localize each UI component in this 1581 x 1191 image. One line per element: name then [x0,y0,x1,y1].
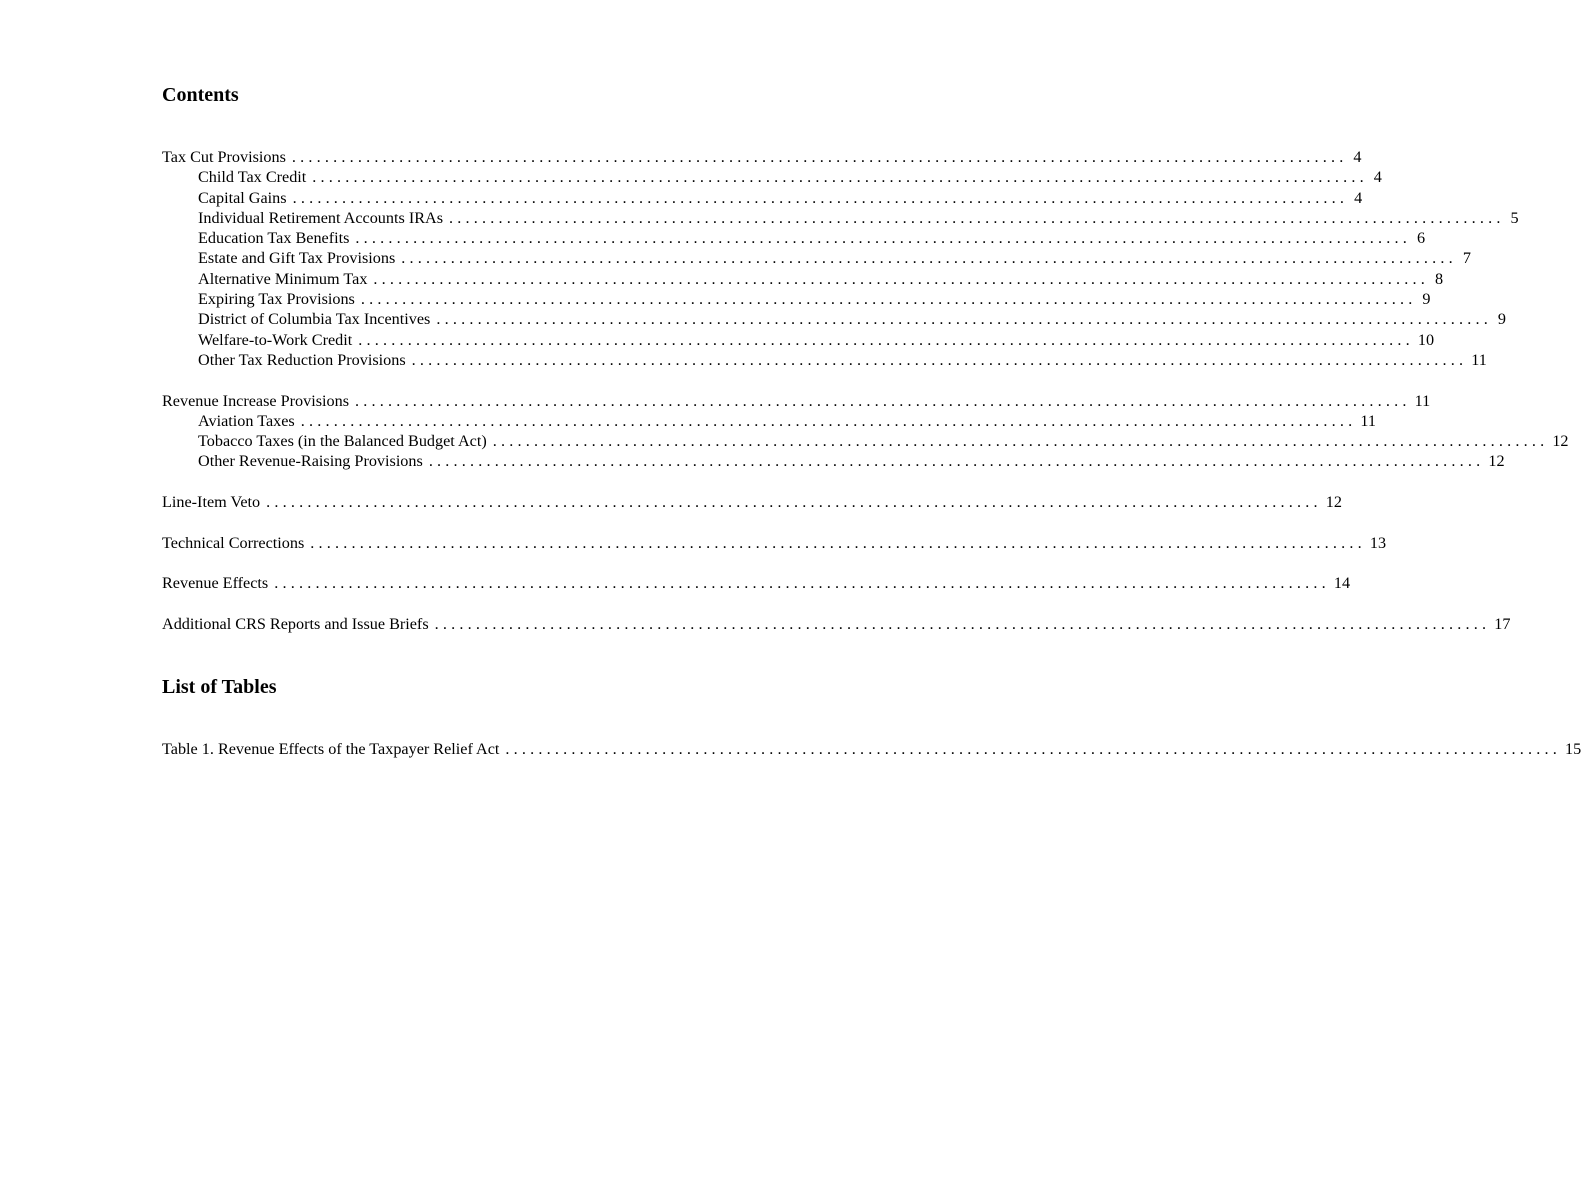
toc-entry-label: Welfare-to-Work Credit [198,330,353,349]
toc-entry-label: Technical Corrections [162,533,305,552]
toc-entry[interactable] [162,208,1519,228]
toc-dot-leader: ................................................................................................................................ [401,249,1457,268]
toc-dot-leader: ................................................................................................................................ [312,168,1368,187]
toc-entry-page-number: 4 [1354,188,1363,207]
toc-entry-page-number: 12 [1325,493,1342,512]
toc-dot-leader: ................................................................................................................................ [355,391,1411,410]
toc-entry-label: Estate and Gift Tax Provisions [198,249,396,268]
toc-entry[interactable] [162,147,1362,167]
toc-entry[interactable] [162,451,1505,471]
toc-entry[interactable] [162,228,1426,248]
toc-entry-label: Other Revenue-Raising Provisions [198,452,423,471]
toc-entry-label: Alternative Minimum Tax [198,269,368,288]
toc-entry-label: District of Columbia Tax Incentives [198,310,431,329]
toc-entry[interactable] [162,411,1376,431]
toc-dot-leader: ................................................................................................................................ [310,533,1366,552]
toc-dot-leader: ................................................................................................................................ [428,452,1485,471]
toc-entry[interactable] [162,614,1511,634]
list-of-tables-heading: List of Tables [162,676,277,698]
toc-dot-leader: ................................................................................................................................ [266,493,1322,512]
contents-list [162,147,1569,634]
toc-entry-page-number: 11 [1360,411,1376,430]
tables-list [162,739,1581,759]
toc-entry-page-number: 13 [1369,533,1387,552]
toc-entry[interactable] [162,248,1471,268]
toc-entry-label: Expiring Tax Provisions [198,290,355,309]
toc-entry[interactable] [162,573,1351,593]
toc-dot-leader: ................................................................................................................................ [436,310,1492,329]
toc-dot-leader: ................................................................................................................................ [300,411,1357,430]
toc-entry-page-number: 11 [1414,391,1431,410]
toc-entry-label: Table 1. Revenue Effects of the Taxpayer Relief Act [162,740,500,758]
toc-entry-page-number: 4 [1373,168,1382,187]
toc-entry-page-number: 7 [1462,249,1471,268]
toc-entry-page-number: 17 [1494,614,1511,633]
toc-dot-leader: ................................................................................................................................ [505,740,1561,758]
toc-entry-page-number: 9 [1497,310,1506,329]
contents-heading: Contents [162,84,239,106]
toc-entry[interactable] [162,431,1569,451]
toc-dot-leader: ................................................................................................................................ [291,148,1348,166]
toc-entry[interactable] [162,350,1487,370]
toc-dot-leader: ................................................................................................................................ [411,350,1468,369]
toc-dot-leader: ................................................................................................................................ [449,208,1505,227]
toc-entry-label: Revenue Effects [162,574,269,593]
toc-entry-page-number: 15 [1565,740,1581,758]
toc-entry[interactable] [162,739,1581,759]
toc-entry-page-number: 10 [1417,330,1435,349]
toc-entry-page-number: 6 [1416,229,1426,248]
toc-entry[interactable] [162,188,1363,208]
toc-entry-label: Line-Item Veto [162,493,261,512]
toc-entry-label: Aviation Taxes [198,411,295,430]
toc-entry[interactable] [162,289,1431,309]
toc-entry-page-number: 9 [1422,290,1431,309]
toc-entry[interactable] [162,269,1444,289]
toc-dot-leader: ................................................................................................................................ [355,229,1412,248]
toc-entry[interactable] [162,309,1506,329]
toc-entry-page-number: 12 [1552,432,1569,451]
toc-entry[interactable] [162,533,1387,553]
toc-entry-label: Other Tax Reduction Provisions [198,350,406,369]
toc-dot-leader: ................................................................................................................................ [292,188,1349,207]
toc-entry[interactable] [162,167,1382,187]
toc-entry-page-number: 14 [1333,574,1351,593]
toc-entry-page-number: 5 [1510,208,1519,227]
toc-entry-page-number: 4 [1353,148,1362,166]
toc-dot-leader: ................................................................................................................................ [492,432,1549,451]
toc-entry[interactable] [162,330,1435,350]
toc-entry-label: Revenue Increase Provisions [162,391,350,410]
toc-dot-leader: ................................................................................................................................ [360,290,1417,309]
toc-entry-page-number: 8 [1434,269,1444,288]
toc-entry-label: Education Tax Benefits [198,229,350,248]
toc-entry-label: Additional CRS Reports and Issue Briefs [162,614,429,633]
toc-entry-page-number: 12 [1488,452,1505,471]
toc-entry-label: Child Tax Credit [198,168,307,187]
toc-dot-leader: ................................................................................................................................ [373,269,1430,288]
toc-dot-leader: ................................................................................................................................ [434,614,1491,633]
toc-entry[interactable] [162,492,1342,512]
toc-dot-leader: ................................................................................................................................ [274,574,1330,593]
toc-entry-label: Tobacco Taxes (in the Balanced Budget Act) [198,432,487,451]
toc-dot-leader: ................................................................................................................................ [358,330,1414,349]
toc-entry-label: Tax Cut Provisions [162,148,286,166]
toc-entry[interactable] [162,391,1431,411]
toc-entry-label: Individual Retirement Accounts IRAs [198,208,444,227]
toc-entry-label: Capital Gains [198,188,287,207]
toc-entry-page-number: 11 [1471,350,1487,369]
